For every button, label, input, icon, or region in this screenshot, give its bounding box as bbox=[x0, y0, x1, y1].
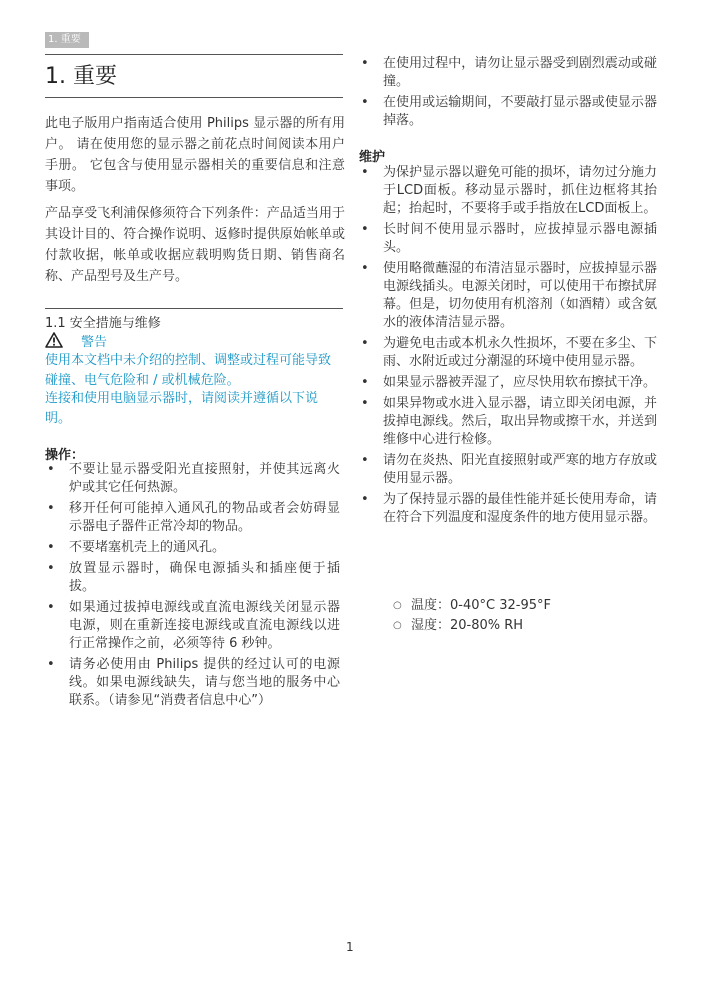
section-rule bbox=[45, 308, 343, 309]
list-item: • 移开任何可能掉入通风孔的物品或者会妨碍显示器电子器件正常冷却的物品。 bbox=[45, 500, 340, 536]
conditions-list bbox=[393, 596, 643, 636]
list-item: • 如果显示器被弄湿了，应尽快用软布擦拭干净。 bbox=[359, 374, 657, 392]
temperature-condition: ○ 温度：0-40°C 32-95°F bbox=[393, 596, 643, 616]
page-title: 1. 重要 bbox=[45, 64, 117, 89]
operation-list bbox=[45, 461, 340, 713]
list-item: • 长时间不使用显示器时，应拔掉显示器电源插头。 bbox=[359, 221, 657, 257]
section-title: 1.1 安全措施与维修 bbox=[45, 316, 161, 331]
list-item: • 在使用或运输期间，不要敲打显示器或使显示器掉落。 bbox=[359, 94, 657, 130]
warning-text-1: 使用本文档中未介绍的控制、调整或过程可能导致碰撞、电气危险和 / 或机械危险。 bbox=[45, 353, 332, 388]
list-item: • 放置显示器时，确保电源插头和插座便于插拔。 bbox=[45, 560, 340, 596]
intro-paragraph-1: 此电子版用户指南适合使用 Philips 显示器的所有用户。 请在使用您的显示器之前花点时间阅读本用户手册。 它包含与使用显示器相关的重要信息和注意事项。 bbox=[45, 116, 345, 194]
list-item: • 为避免电击或本机永久性损坏，不要在多尘、下雨、水附近或过分潮湿的环境中使用显示器。 bbox=[359, 335, 657, 371]
list-item: • 为保护显示器以避免可能的损坏，请勿过分施力于LCD面板。移动显示器时，抓住边框将其抬起；抬起时，不要将手或手指放在LCD面板上。 bbox=[359, 164, 657, 218]
warning-triangle-icon bbox=[45, 332, 63, 348]
warning-title: 警告 bbox=[81, 335, 108, 350]
list-item: • 在使用过程中，请勿让显示器受到剧烈震动或碰撞。 bbox=[359, 55, 657, 91]
chapter-tab: 1. 重要 bbox=[45, 32, 89, 48]
list-item: • 使用略微蘸湿的布清洁显示器时，应拔掉显示器电源线插头。电源关闭时，可以使用干布擦拭屏幕。但是，切勿使用有机溶剂（如酒精）或含氨水的液体清洁显示器。 bbox=[359, 260, 657, 332]
humidity-condition: ○ 湿度：20-80% RH bbox=[393, 616, 643, 636]
maintenance-title: 维护 bbox=[359, 150, 386, 165]
list-item: • 请勿在炎热、阳光直接照射或严寒的地方存放或使用显示器。 bbox=[359, 452, 657, 488]
maintenance-list bbox=[359, 164, 657, 530]
list-item: • 如果通过拔掉电源线或直流电源线关闭显示器电源，则在重新连接电源线或直流电源线以进行正常操作之前，必须等待 6 秒钟。 bbox=[45, 599, 340, 653]
list-item: • 为了保持显示器的最佳性能并延长使用寿命，请在符合下列温度和湿度条件的地方使用显示器。 bbox=[359, 491, 657, 527]
title-top-rule bbox=[45, 54, 343, 55]
list-item: • 不要让显示器受阳光直接照射，并使其远离火炉或其它任何热源。 bbox=[45, 461, 340, 497]
warning-text-2: 连接和使用电脑显示器时，请阅读并遵循以下说明。 bbox=[45, 391, 319, 426]
operation-title: 操作： bbox=[45, 448, 85, 463]
list-item: • 不要堵塞机壳上的通风孔。 bbox=[45, 539, 340, 557]
list-item: • 请务必使用由 Philips 提供的经过认可的电源线。如果电源线缺失，请与您当地的服务中心联系。（请参见“消费者信息中心”） bbox=[45, 656, 340, 710]
intro-paragraph-2: 产品享受飞利浦保修须符合下列条件：产品适当用于其设计目的、符合操作说明、返修时提供原始帐单或付款收据，帐单或收据应载明购货日期、销售商名称、产品型号及生产号。 bbox=[45, 206, 345, 284]
page-number: 1 bbox=[346, 940, 354, 954]
list-item: • 如果异物或水进入显示器，请立即关闭电源，并拔掉电源线。然后，取出异物或擦干水，并送到维修中心进行检修。 bbox=[359, 395, 657, 449]
title-bottom-rule bbox=[45, 97, 343, 98]
usage-list bbox=[359, 55, 657, 133]
